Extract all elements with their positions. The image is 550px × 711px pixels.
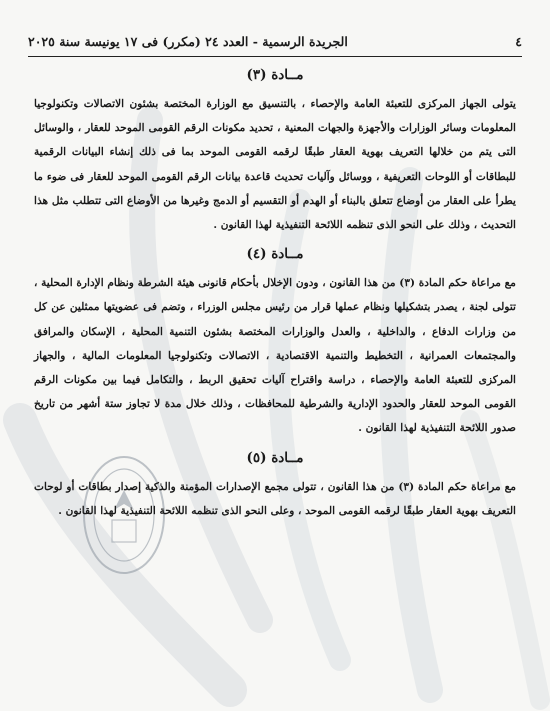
article-5 xyxy=(34,449,516,523)
article-body: يتولى الجهاز المركزى للتعبئة العامة والإحصاء ، بالتنسيق مع الوزارة المختصة بشئون الاتصالات وتكنولوجيا المعلومات وسائر الوزارات والأجهزة والجهات المعنية ، تحديد مكونات الرقم القومى الموحد للعقار ، والوسائل التى يتم من خلالها التعريف بهوية العقار طبقًا لرقمه القومى الموحد بما فى ذلك إنشاء البيانات الرقمية للبطاقات أو اللوحات التعريفية ، ووسائل وآليات تحديث قاعدة بيانات الرقم القومى الموحد للعقار فى ضوء ما يطرأ على العقار من أوضاع تتعلق بالبناء أو الهدم أو التقسيم أو الدمج وغيرها من الأوضاع التى تتطلب مثل هذا التحديث ، وذلك على النحو الذى تنظمه اللائحة التنفيذية لهذا القانون . xyxy=(34,98,516,232)
page-header xyxy=(28,28,522,54)
articles-content xyxy=(34,66,516,531)
page-number: ٤ xyxy=(515,33,522,49)
article-body: مع مراعاة حكم المادة (٣) من هذا القانون ، تتولى مجمع الإصدارات المؤمنة والذكية إصدار بطاقات أو لوحات التعريف بهوية العقار طبقًا لرقمه القومى الموحد ، وعلى النحو الذى تنظمه اللائحة التنفيذية لهذا القانون . xyxy=(34,480,516,517)
gazette-issue-line: الجريدة الرسمية - العدد ٢٤ (مكرر) فى ١٧ يونيسة سنة ٢٠٢٥ xyxy=(28,33,348,49)
article-title: مــادة (٥) xyxy=(246,449,304,466)
article-3 xyxy=(34,66,516,237)
article-title: مــادة (٤) xyxy=(246,246,304,263)
header-divider xyxy=(28,56,522,57)
article-title: مــادة (٣) xyxy=(246,67,304,83)
article-4 xyxy=(34,245,516,440)
article-body: مع مراعاة حكم المادة (٣) من هذا القانون ، ودون الإخلال بأحكام قانونى هيئة الشرطة ونظام الإدارة المحلية ، تتولى لجنة ، يصدر بتشكيلها ونظام عملها قرار من رئيس مجلس الوزراء ، وتضم فى عضويتها ممثلين عن كل من وزارات الدفاع ، والداخلية ، والعدل والوزارات المختصة بشئون التنمية المحلية ، الإسكان والمرافق والمجتمعات العمرانية ، التخطيط والتنمية الاقتصادية ، الاتصالات وتكنولوجيا المعلومات المالية ، والجهاز المركزى للتعبئة العامة والإحصاء ، دراسة واقتراح آليات تحقيق الربط ، والتكامل فيما بين مكونات الرقم القومى الموحد للعقار والحدود الإدارية والشرطية للمحافظات ، وذلك خلال مدة لا تجاوز ستة أشهر من تاريخ صدور اللائحة التنفيذية لهذا القانون . xyxy=(34,277,516,435)
